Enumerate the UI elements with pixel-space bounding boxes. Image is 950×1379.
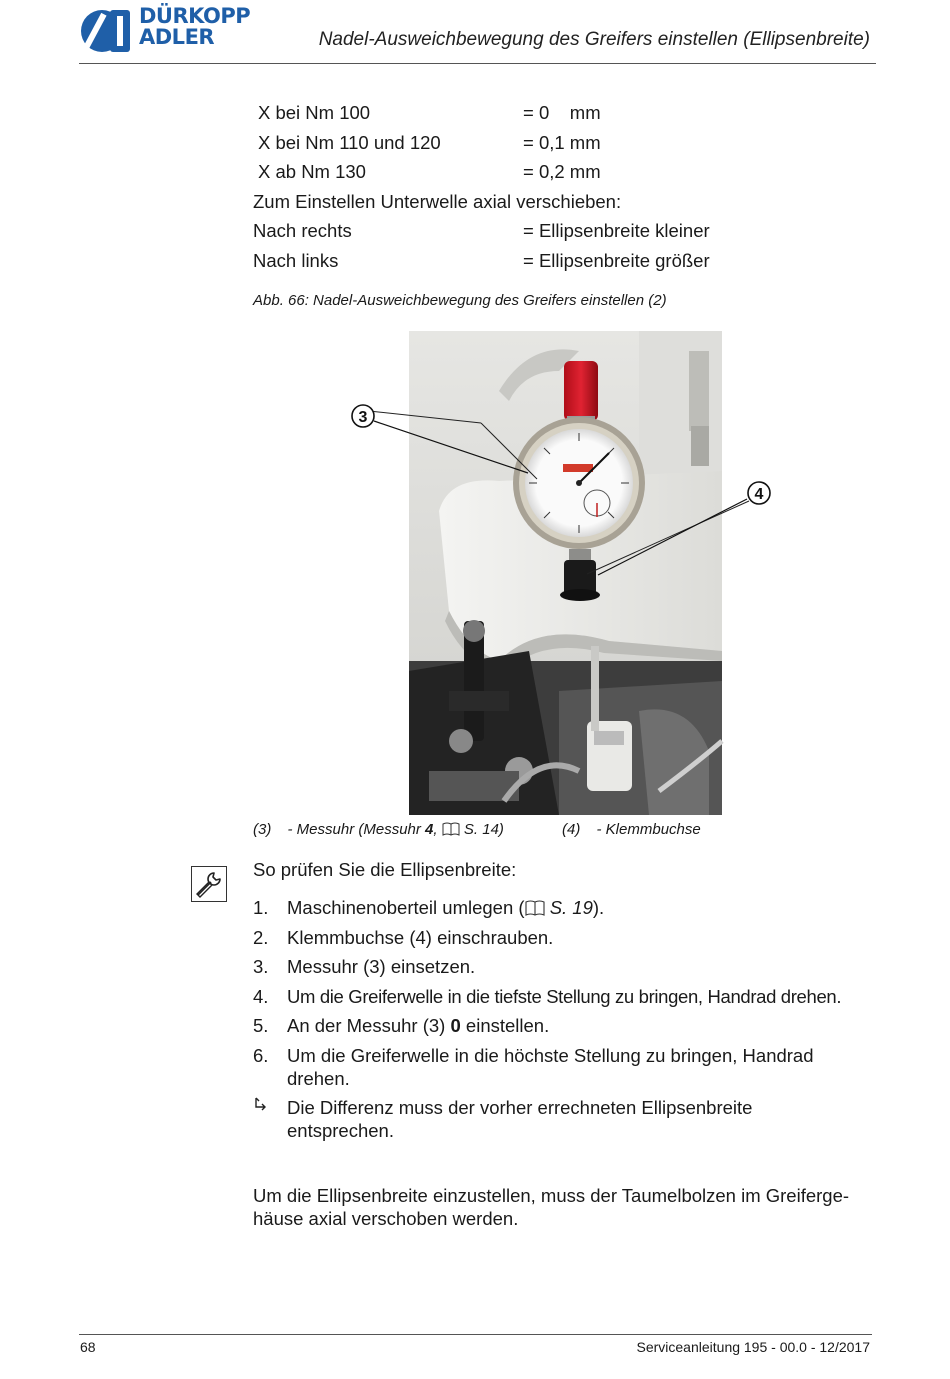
brand-line-2: ADLER [139,25,215,49]
direction-value: = Ellipsenbreite kleiner [523,220,710,241]
step-text [287,896,877,919]
setting-label: X bei Nm 110 und 120 [258,132,441,153]
legend-text-pre: - Messuhr (Messuhr [287,821,426,838]
legend-text [288,821,504,838]
setting-row [253,132,601,154]
setting-value: = 0,1 mm [523,132,601,153]
legend-text: - Klemmbuchse [596,821,701,838]
step-text-pre: Maschinenoberteil umlegen ( [287,897,525,918]
setting-row [253,102,601,124]
setting-row [253,161,601,183]
setting-label: X bei Nm 100 [258,102,371,123]
step-text [287,1014,877,1037]
step-text: Messuhr (3) einsetzen. [287,956,476,977]
closing-paragraph: Um die Ellipsenbreite einzustellen, muss der Taumelbolzen im Greiferge-häuse axial verschoben werden. [253,1185,850,1229]
step-number: 3. [253,956,269,977]
step-text: Um die Greiferwelle in die höchste Stellung zu bringen, Handrad drehen. [287,1045,814,1089]
legend-item-4 [562,821,701,838]
direction-label: Nach links [253,250,339,271]
direction-value: = Ellipsenbreite größer [523,250,710,271]
setting-value: = 0,2 mm [523,161,601,182]
step-text: Klemmbuchse (4) einschrauben. [287,927,554,948]
legend-number: (3) [253,821,272,838]
step-number: 4. [253,986,269,1007]
setting-value: = 0 mm [523,102,601,123]
adjust-heading: Zum Einstellen Unterwelle axial verschieben: [253,191,622,212]
legend-number: (4) [562,821,581,838]
book-icon [525,900,545,916]
step-number: 1. [253,897,269,918]
setting-label: X ab Nm 130 [258,161,366,182]
legend-page-ref[interactable]: S. 14) [463,821,504,838]
figure-caption: Abb. 66: Nadel-Ausweichbewegung des Greifers einstellen (2) [253,292,667,309]
footer-divider [79,1334,872,1335]
brand-line-1: DÜRKOPP [139,4,251,28]
callout-layer [340,395,764,515]
legend-item-3 [253,821,504,838]
step-number: 6. [253,1045,269,1066]
step-text-pre: An der Messuhr (3) [287,1015,451,1036]
step-text: Um die Greiferwelle in die tiefste Stellung zu bringen, Handrad drehen. [287,986,842,1007]
step-bold-value: 0 [450,1015,461,1036]
callout-3-label: 3 [358,409,368,426]
result-text: Die Differenz muss der vorher errechneten Ellipsenbreite entsprechen. [287,1097,753,1141]
procedure-intro: So prüfen Sie die Ellipsenbreite: [253,859,517,880]
document-reference: Serviceanleitung 195 - 00.0 - 12/2017 [636,1339,870,1355]
header-divider [79,63,876,64]
page-header-title: Nadel-Ausweichbewegung des Greifers einstellen (Ellipsenbreite) [318,29,870,50]
brand-name [139,6,250,48]
step-number: 5. [253,1015,269,1036]
legend-bold-ref: 4 [425,821,434,838]
page-number: 68 [80,1339,96,1355]
step-text-post: ). [592,897,605,918]
step-text-post: einstellen. [460,1015,550,1036]
callout-4-label: 4 [754,486,764,503]
step-page-ref[interactable]: S. 19 [549,897,593,918]
step-number: 2. [253,927,269,948]
legend-text-post: , [433,821,442,838]
direction-row [253,220,710,242]
book-icon [442,822,460,836]
result-arrow-icon [253,1096,269,1119]
tool-icon-box [191,866,227,902]
wrench-icon [192,867,226,901]
direction-label: Nach rechts [253,220,352,241]
direction-row [253,250,710,272]
